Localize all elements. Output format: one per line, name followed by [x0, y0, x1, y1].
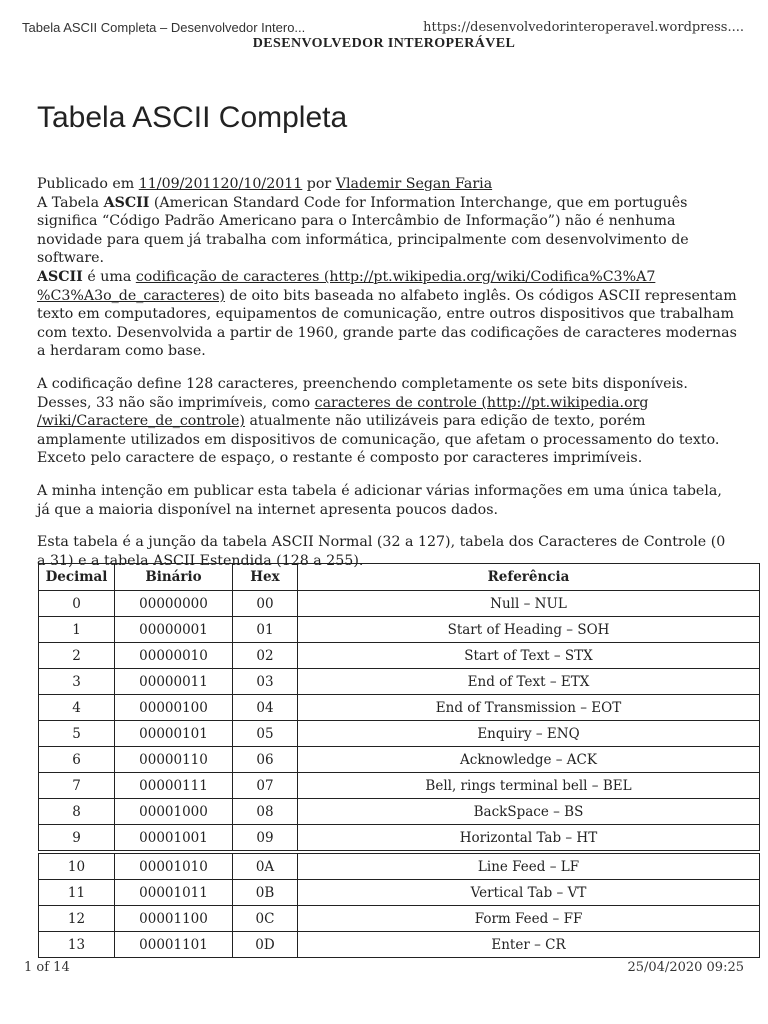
cell-hex: 0D — [233, 932, 298, 958]
cell-binary: 00000111 — [115, 773, 233, 799]
cell-binary: 00001100 — [115, 906, 233, 932]
cell-hex: 0C — [233, 906, 298, 932]
author-link[interactable]: Vlademir Segan Faria — [335, 176, 493, 192]
post-meta — [37, 175, 737, 194]
cell-decimal: 10 — [39, 854, 115, 880]
cell-decimal: 9 — [39, 825, 115, 851]
col-header-hex: Hex — [233, 564, 298, 591]
cell-hex: 03 — [233, 669, 298, 695]
cell-binary: 00000011 — [115, 669, 233, 695]
encoding-link[interactable]: codificação de caracteres (http://pt.wikipedia.org/wiki/Codifica%C3%A7 %C3%A3o_de_caracteres) — [37, 268, 656, 304]
page-title: Tabela ASCII Completa — [37, 101, 348, 134]
cell-reference: Line Feed – LF — [298, 854, 760, 880]
cell-reference: Null – NUL — [298, 591, 760, 617]
cell-reference: End of Transmission – EOT — [298, 695, 760, 721]
table-row — [39, 932, 760, 958]
intro-bold-ascii: ASCII — [103, 194, 150, 211]
ascii-table — [38, 563, 760, 958]
col-header-reference: Referência — [298, 564, 760, 591]
cell-reference: Enter – CR — [298, 932, 760, 958]
cell-binary: 00001011 — [115, 880, 233, 906]
cell-reference: Bell, rings terminal bell – BEL — [298, 773, 760, 799]
cell-binary: 00001101 — [115, 932, 233, 958]
table-row — [39, 695, 760, 721]
cell-reference: End of Text – ETX — [298, 669, 760, 695]
col-header-decimal: Decimal — [39, 564, 115, 591]
cell-decimal: 8 — [39, 799, 115, 825]
intro-text-1: A Tabela — [37, 194, 104, 211]
p2-text-1: A codificação define 128 caracteres, preenchendo completamente os sete bits disponíveis. Desses, 33 não são imprimíveis, como — [37, 375, 688, 411]
cell-binary: 00000100 — [115, 695, 233, 721]
table-header-row — [39, 564, 760, 591]
cell-decimal: 2 — [39, 643, 115, 669]
p2-text-2: atualmente não utilizáveis para edição de texto, porém amplamente utilizados em dispositivos de comunicação, que afetam o processamento do texto. Exceto pelo caractere de espaço, o restante é composto por caracteres imprimíveis. — [37, 413, 720, 467]
table-row — [39, 880, 760, 906]
table-row — [39, 643, 760, 669]
table-description-paragraph: Esta tabela é a junção da tabela ASCII Normal (32 a 127), tabela dos Caracteres de Controle (0 a 31) e a tabela ASCII Estendida (128 a 255). — [37, 534, 726, 569]
cell-decimal: 1 — [39, 617, 115, 643]
table-row — [39, 617, 760, 643]
cell-hex: 06 — [233, 747, 298, 773]
cell-reference: BackSpace – BS — [298, 799, 760, 825]
def-bold-ascii: ASCII — [37, 268, 83, 285]
cell-reference: Start of Text – STX — [298, 643, 760, 669]
post-date-link[interactable]: 11/09/201120/10/2011 — [138, 176, 303, 192]
table-row — [39, 773, 760, 799]
cell-hex: 00 — [233, 591, 298, 617]
col-header-binary: Binário — [115, 564, 233, 591]
site-name[interactable]: DESENVOLVEDOR INTEROPERÁVEL — [252, 36, 516, 51]
cell-reference: Form Feed – FF — [298, 906, 760, 932]
cell-reference: Horizontal Tab – HT — [298, 825, 760, 851]
table-row — [39, 799, 760, 825]
cell-hex: 01 — [233, 617, 298, 643]
page-url: https://desenvolvedorinteroperavel.wordpress.... — [423, 20, 744, 35]
cell-decimal: 3 — [39, 669, 115, 695]
cell-binary: 00000101 — [115, 721, 233, 747]
page-counter: 1 of 14 — [24, 960, 70, 975]
meta-prefix: Publicado em — [37, 176, 139, 192]
intro-paragraph — [37, 194, 737, 268]
intro-text-2: (American Standard Code for Information Interchange, que em português significa “Código Padrão Americano para o Intercâmbio de Informação”) não é nenhuma novidade para quem já trabalha com informática, principalmente com desenvolvimento de software. — [37, 194, 689, 267]
cell-decimal: 13 — [39, 932, 115, 958]
cell-decimal: 12 — [39, 906, 115, 932]
tab-title: Tabela ASCII Completa – Desenvolvedor Intero... — [22, 20, 306, 35]
cell-binary: 00001000 — [115, 799, 233, 825]
cell-hex: 0A — [233, 854, 298, 880]
cell-decimal: 7 — [39, 773, 115, 799]
cell-reference: Acknowledge – ACK — [298, 747, 760, 773]
cell-hex: 09 — [233, 825, 298, 851]
cell-binary: 00001001 — [115, 825, 233, 851]
table-row — [39, 591, 760, 617]
cell-decimal: 5 — [39, 721, 115, 747]
def-text-1: é uma — [82, 268, 136, 285]
cell-hex: 04 — [233, 695, 298, 721]
cell-reference: Vertical Tab – VT — [298, 880, 760, 906]
table-row — [39, 747, 760, 773]
table-row — [39, 854, 760, 880]
table-row — [39, 825, 760, 851]
cell-hex: 07 — [233, 773, 298, 799]
cell-hex: 0B — [233, 880, 298, 906]
cell-decimal: 11 — [39, 880, 115, 906]
cell-binary: 00000000 — [115, 591, 233, 617]
cell-decimal: 0 — [39, 591, 115, 617]
table-row — [39, 669, 760, 695]
meta-by: por — [302, 176, 336, 192]
cell-hex: 08 — [233, 799, 298, 825]
cell-binary: 00001010 — [115, 854, 233, 880]
article-body — [37, 175, 737, 584]
codification-paragraph — [37, 375, 737, 468]
definition-paragraph — [37, 268, 737, 361]
cell-reference: Start of Heading – SOH — [298, 617, 760, 643]
cell-decimal: 6 — [39, 747, 115, 773]
cell-binary: 00000010 — [115, 643, 233, 669]
control-characters-link[interactable]: caracteres de controle (http://pt.wikipedia.org /wiki/Caractere_de_controle) — [37, 394, 649, 430]
cell-decimal: 4 — [39, 695, 115, 721]
print-datetime: 25/04/2020 09:25 — [627, 960, 744, 975]
def-text-2: de oito bits baseada no alfabeto inglês. Os códigos ASCII representam texto em computadores, equipamentos de comunicação, entre outros dispositivos que trabalham com texto. Desenvolvida a partir de 1960, grande parte das codificações de caracteres modernas a herdaram como base. — [37, 287, 737, 360]
cell-hex: 02 — [233, 643, 298, 669]
table-row — [39, 721, 760, 747]
intention-paragraph: A minha intenção em publicar esta tabela é adicionar várias informações em uma única tabela, já que a maioria disponível na internet apresenta poucos dados. — [37, 482, 722, 518]
cell-reference: Enquiry – ENQ — [298, 721, 760, 747]
cell-binary: 00000110 — [115, 747, 233, 773]
table-row — [39, 906, 760, 932]
cell-binary: 00000001 — [115, 617, 233, 643]
cell-hex: 05 — [233, 721, 298, 747]
